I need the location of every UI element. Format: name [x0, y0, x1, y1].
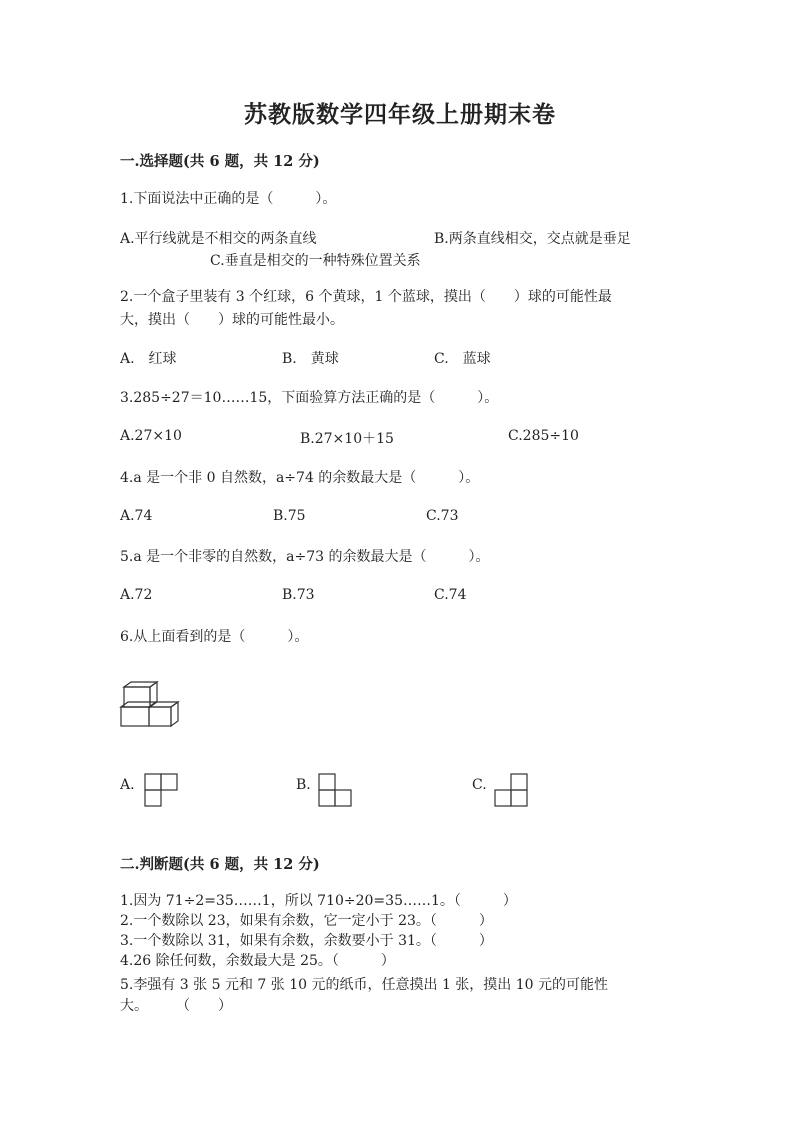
- question-5-stem: 5.a 是一个非零的自然数，a÷73 的余数最大是（ ）。: [120, 549, 490, 565]
- judgement-item-5-line-2: 大。 （ ）: [120, 998, 232, 1014]
- question-4-option-b: B.75: [273, 508, 306, 524]
- section-2-heading: 二.判断题(共 6 题，共 12 分): [120, 856, 320, 873]
- judgement-item-5-line-1: 5.李强有 3 张 5 元和 7 张 10 元的纸币，任意摸出 1 张，摸出 10 元的可能性: [120, 977, 609, 993]
- question-2-option-b: B. 黄球: [282, 351, 339, 367]
- question-3-option-a: A.27×10: [120, 428, 182, 444]
- judgement-item-1: 1.因为 71÷2=35……1，所以 710÷20=35……1。（ ）: [120, 893, 517, 909]
- judgement-item-3: 3.一个数除以 31，如果有余数，余数要小于 31。（ ）: [120, 933, 493, 949]
- question-2-option-a: A. 红球: [120, 351, 177, 367]
- top-view-option-b-icon: [318, 773, 352, 807]
- question-4-option-c: C.73: [426, 508, 459, 524]
- question-6-option-c: C.: [472, 777, 487, 793]
- question-3-option-b: B.27×10＋15: [300, 431, 394, 447]
- top-view-option-a-icon: [144, 773, 178, 807]
- question-2-stem-line-2: 大，摸出（ ）球的可能性最小。: [120, 312, 344, 328]
- cube-stack-figure: [118, 680, 182, 728]
- question-6-option-b: B.: [296, 777, 311, 793]
- section-1-heading: 一.选择题(共 6 题，共 12 分): [120, 153, 320, 170]
- question-2-option-c: C. 蓝球: [434, 351, 491, 367]
- question-3-stem: 3.285÷27＝10……15，下面验算方法正确的是（ ）。: [120, 390, 499, 406]
- question-1-option-c: C.垂直是相交的一种特殊位置关系: [210, 253, 421, 269]
- question-3-option-c: C.285÷10: [508, 428, 579, 444]
- judgement-item-4: 4.26 除任何数，余数最大是 25。（ ）: [120, 953, 395, 969]
- question-5-option-c: C.74: [434, 587, 467, 603]
- question-5-option-b: B.73: [282, 587, 315, 603]
- question-2-stem-line-1: 2.一个盒子里装有 3 个红球，6 个黄球，1 个蓝球，摸出（ ）球的可能性最: [120, 289, 612, 305]
- question-5-option-a: A.72: [120, 587, 153, 603]
- question-1-option-b: B.两条直线相交，交点就是垂足: [434, 231, 631, 247]
- question-1-stem: 1.下面说法中正确的是（ ）。: [120, 191, 337, 207]
- question-1-option-a: A.平行线就是不相交的两条直线: [120, 231, 317, 247]
- question-6-stem: 6.从上面看到的是（ ）。: [120, 629, 309, 645]
- question-4-option-a: A.74: [120, 508, 153, 524]
- top-view-option-c-icon: [494, 773, 528, 807]
- page-title: 苏教版数学四年级上册期末卷: [244, 101, 556, 128]
- question-4-stem: 4.a 是一个非 0 自然数，a÷74 的余数最大是（ ）。: [120, 470, 480, 486]
- judgement-item-2: 2.一个数除以 23，如果有余数，它一定小于 23。（ ）: [120, 913, 493, 929]
- question-6-option-a: A.: [120, 777, 135, 793]
